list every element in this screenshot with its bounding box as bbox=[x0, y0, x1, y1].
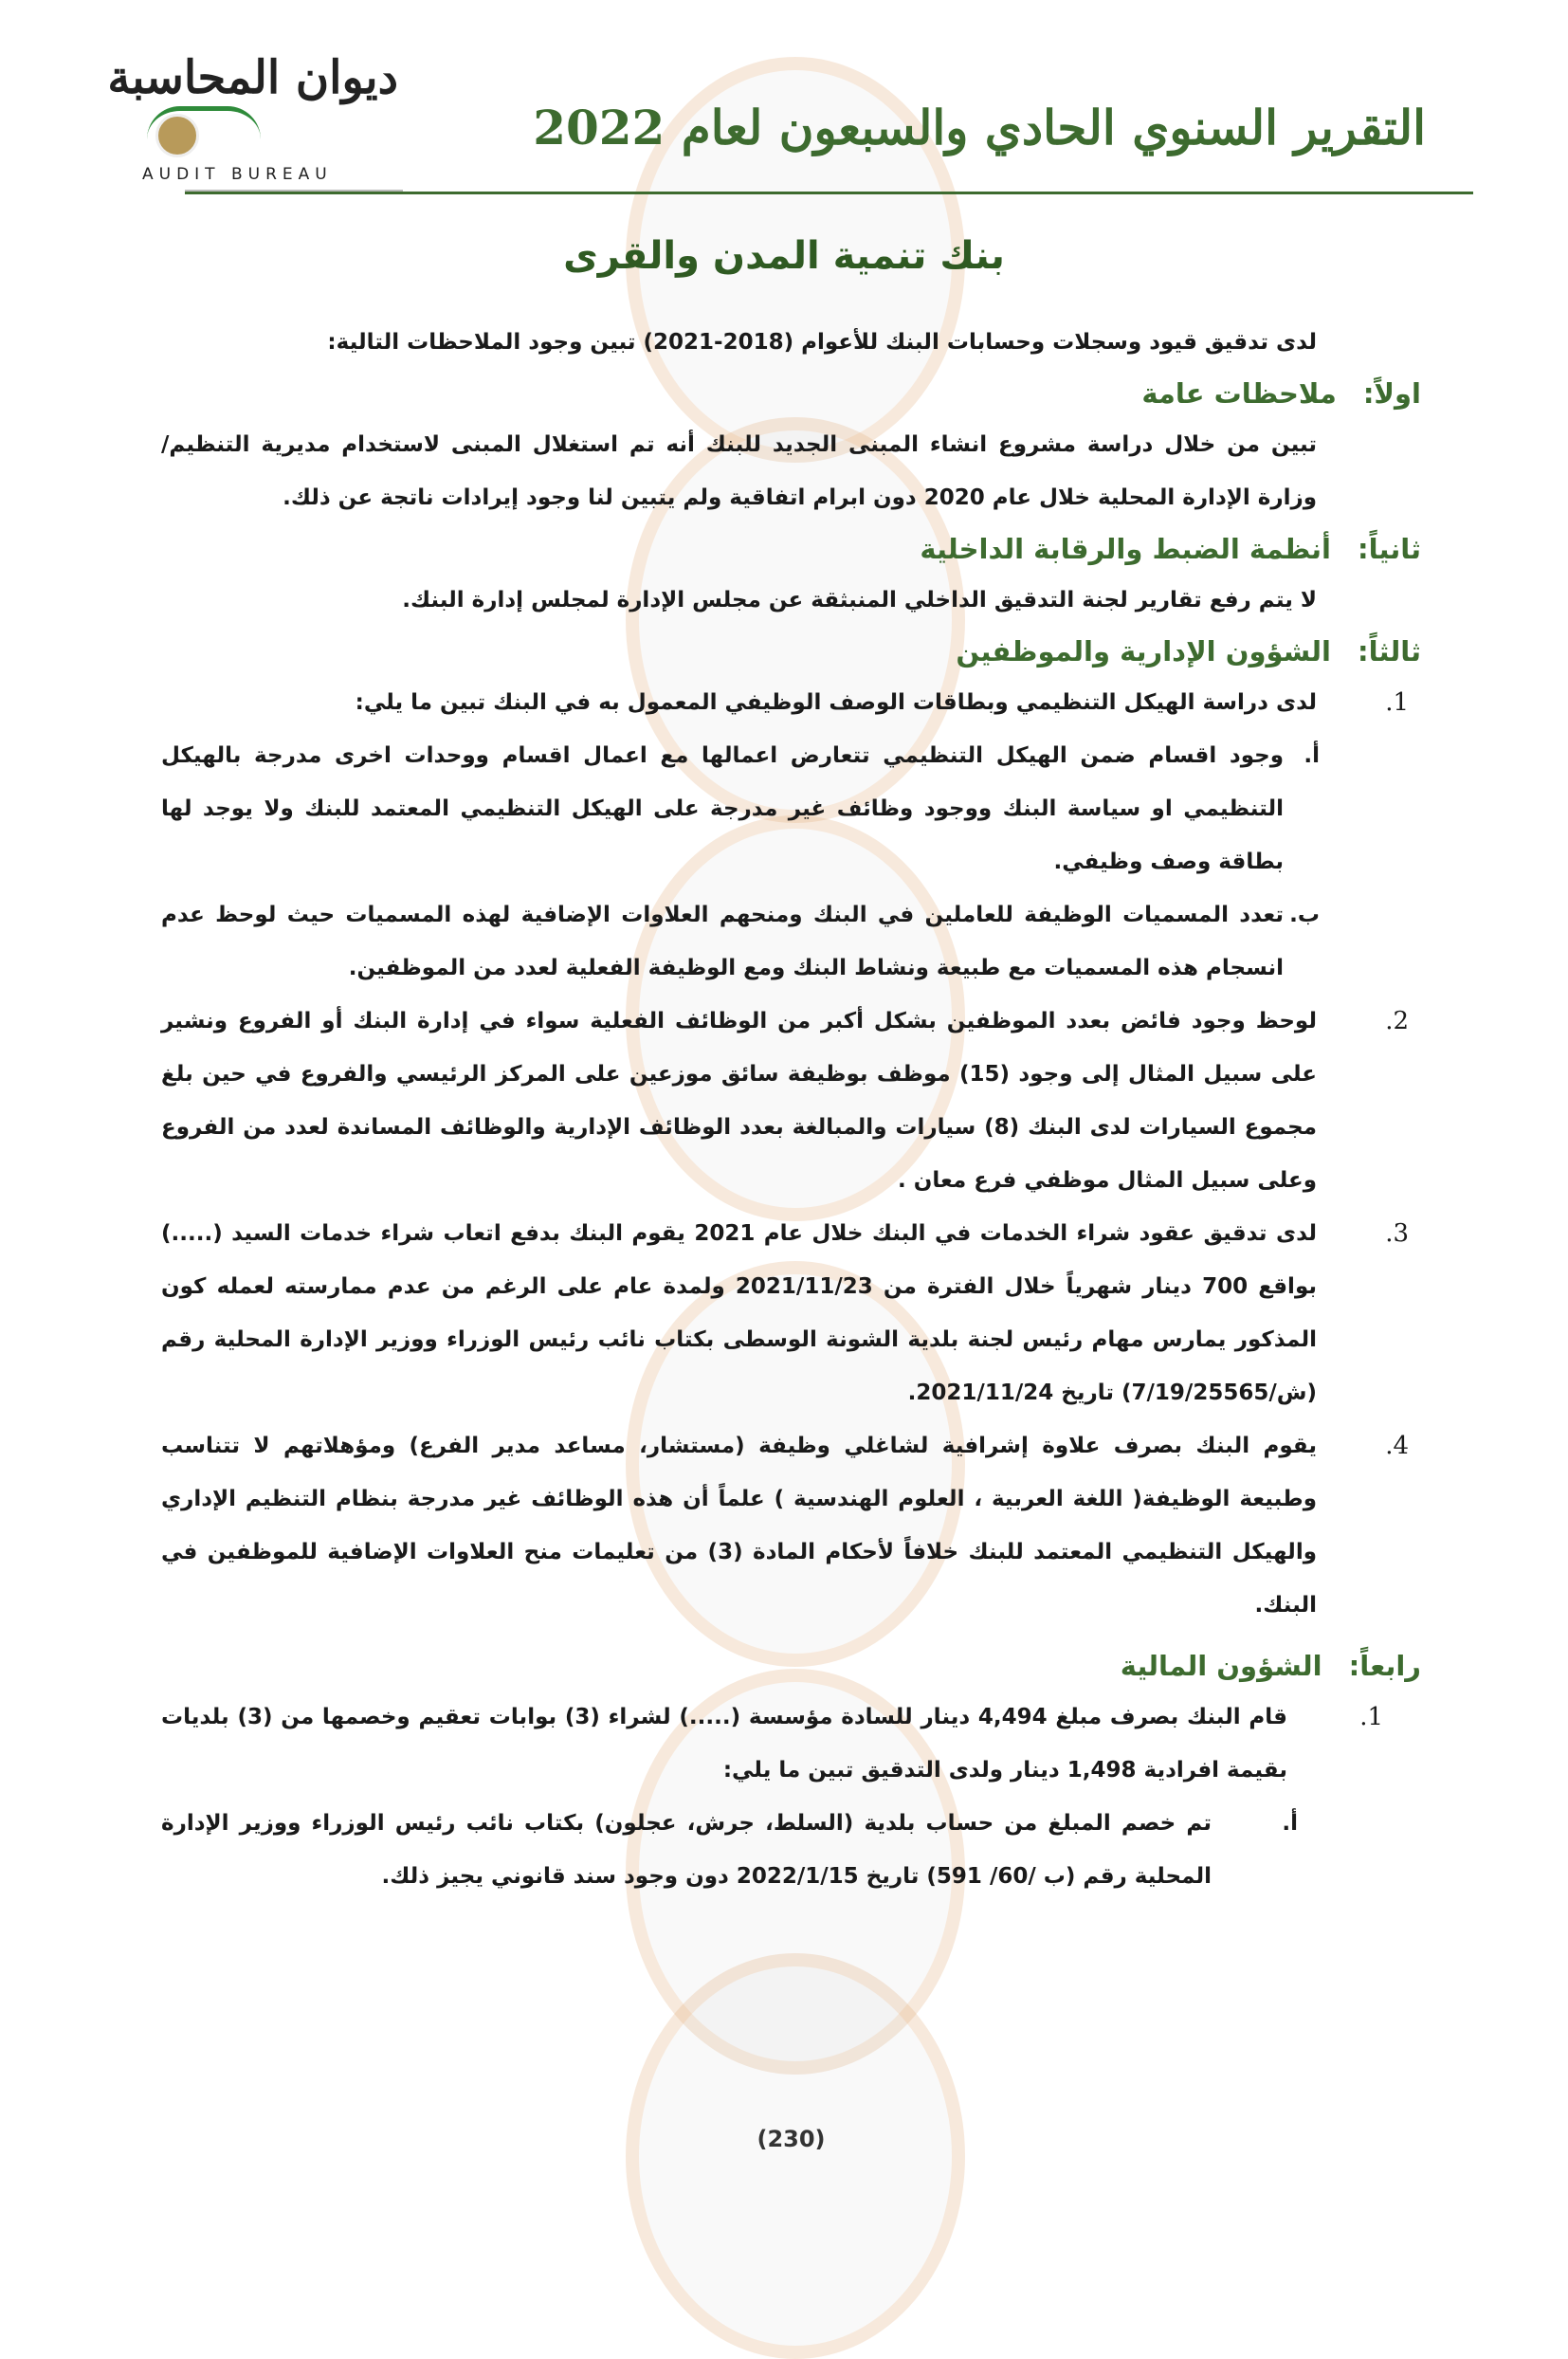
section-heading-general bbox=[161, 369, 1421, 418]
sub-list-item bbox=[161, 729, 1320, 888]
item-number: 1. bbox=[1385, 688, 1409, 717]
sub-list-item bbox=[161, 888, 1320, 995]
list-item-text: لوحظ وجود فائض بعدد الموظفين بشكل أكبر من الوظائف الفعلية سواء في إدارة البنك أو الفروع ونشير على سبيل المثال إلى وجود (15) موظف بوظيفة سائق موزعين على المركز الرئيسي والفروع في حين بلغ مجموع السيارات لدى البنك (8) سيارات والمبالغة بعدد الوظائف الإدارية والوظائف المساندة لعدد من الفروع وعلى سبيل المثال موظفي فرع معان . bbox=[161, 1009, 1317, 1193]
list-item bbox=[161, 676, 1409, 729]
section-label: رابعاً: bbox=[1348, 1650, 1421, 1682]
logo-english: AUDIT BUREAU bbox=[142, 165, 333, 184]
section-heading-internal-control bbox=[161, 524, 1421, 574]
audit-bureau-logo bbox=[107, 47, 398, 185]
list-item bbox=[161, 1419, 1409, 1632]
section-title: الشؤون الإدارية والموظفين bbox=[956, 635, 1331, 667]
list-item-text: قام البنك بصرف مبلغ 4,494 دينار للسادة مؤسسة (.....) لشراء (3) بوابات تعقيم وخصمها من (3) بلديات بقيمة افرادية 1,498 دينار ولدى التدقيق تبين ما يلي: bbox=[161, 1705, 1287, 1783]
list-item-text: لدى تدقيق عقود شراء الخدمات في البنك خلال عام 2021 يقوم البنك بدفع اتعاب شراء خدمات السيد (.....) بواقع 700 دينار شهرياً خلال الفترة من 2021/11/23 ولمدة عام على الرغم من عدم ممارسته لعمله كون المذكور يمارس مهام رئيس لجنة بلدية الشونة الوسطى بكتاب نائب رئيس الوزراء ووزير الإدارة المحلية رقم (ش/7/19/25565) تاريخ 2021/11/24. bbox=[161, 1221, 1317, 1405]
section-label: ثانياً: bbox=[1358, 533, 1421, 565]
seal-icon bbox=[155, 114, 199, 157]
subitem-number: أ. bbox=[1304, 743, 1320, 768]
list-item bbox=[161, 1691, 1383, 1797]
section-text: لا يتم رفع تقارير لجنة التدقيق الداخلي المنبثقة عن مجلس الإدارة لمجلس إدارة البنك. bbox=[402, 588, 1317, 613]
section-title: الشؤون المالية bbox=[1120, 1650, 1322, 1682]
subitem-number: أ. bbox=[1282, 1811, 1298, 1836]
list-item bbox=[161, 995, 1409, 1207]
section-label: اولاً: bbox=[1362, 377, 1421, 410]
section-text: تبين من خلال دراسة مشروع انشاء المبنى الجديد للبنك أنه تم استغلال المبنى لاستخدام مديرية التنظيم/ وزارة الإدارة المحلية خلال عام 2020 دون ابرام اتفاقية ولم يتبين لنا وجود إيرادات ناتجة عن ذلك. bbox=[161, 432, 1317, 510]
section-title: ملاحظات عامة bbox=[1141, 377, 1337, 410]
header-divider bbox=[185, 192, 1473, 194]
logo-arabic: ديوان المحاسبة bbox=[107, 51, 398, 104]
section-label: ثالثاً: bbox=[1358, 635, 1421, 667]
sub-list-item-text: تم خصم المبلغ من حساب بلدية (السلط، جرش، عجلون) بكتاب نائب رئيس الوزراء ووزير الإدارة المحلية رقم (ب /60/ 591) تاريخ 2022/1/15 دون وجود سند قانوني يجيز ذلك. bbox=[161, 1811, 1212, 1889]
sub-list-item-text: وجود اقسام ضمن الهيكل التنظيمي تتعارض اعمالها مع اعمال اقسام ووحدات اخرى مدرجة بالهيكل التنظيمي او سياسة البنك ووجود وظائف غير مدرجة على الهيكل التنظيمي المعتمد للبنك ولا يوجد لها بطاقة وصف وظيفي. bbox=[161, 743, 1284, 874]
sub-list-item bbox=[161, 1797, 1298, 1903]
list-item bbox=[161, 1207, 1409, 1419]
section-title: أنظمة الضبط والرقابة الداخلية bbox=[920, 533, 1331, 565]
section-heading-financial bbox=[161, 1641, 1421, 1691]
item-number: 3. bbox=[1385, 1219, 1409, 1248]
intro-text: لدى تدقيق قيود وسجلات وحسابات البنك للأعوام (2018-2021) تبين وجود الملاحظات التالية: bbox=[327, 330, 1317, 355]
section-heading-admin bbox=[161, 627, 1421, 676]
page-title: بنك تنمية المدن والقرى bbox=[563, 234, 1005, 278]
item-number: 1. bbox=[1359, 1703, 1383, 1731]
sub-list-item-text: تعدد المسميات الوظيفة للعاملين في البنك ومنحهم العلاوات الإضافية لهذه المسميات حيث لوحظ عدم انسجام هذه المسميات مع طبيعة ونشاط البنك ومع الوظيفة الفعلية لعدد من الموظفين. bbox=[161, 903, 1284, 980]
list-item-text: يقوم البنك بصرف علاوة إشرافية لشاغلي وظيفة (مستشار، مساعد مدير الفرع) ومؤهلاتهم لا تتناسب وطبيعة الوظيفة( اللغة العربية ، العلوم الهندسية ) علماً أن هذه الوظائف غير مدرجة بنظام التنظيم الإداري والهيكل التنظيمي المعتمد للبنك خلافاً لأحكام المادة (3) من تعليمات منح العلاوات الإضافية للموظفين في البنك. bbox=[161, 1434, 1318, 1618]
page-number: (230) bbox=[757, 2126, 826, 2152]
item-number: 4. bbox=[1385, 1432, 1409, 1460]
document-body bbox=[161, 316, 1421, 2155]
subitem-number: ب. bbox=[1289, 903, 1320, 927]
item-number: 2. bbox=[1385, 1007, 1409, 1035]
report-title: التقرير السنوي الحادي والسبعون لعام 2022 bbox=[533, 100, 1426, 155]
list-item-text: لدى دراسة الهيكل التنظيمي وبطاقات الوصف الوظيفي المعمول به في البنك تبين ما يلي: bbox=[355, 690, 1317, 715]
